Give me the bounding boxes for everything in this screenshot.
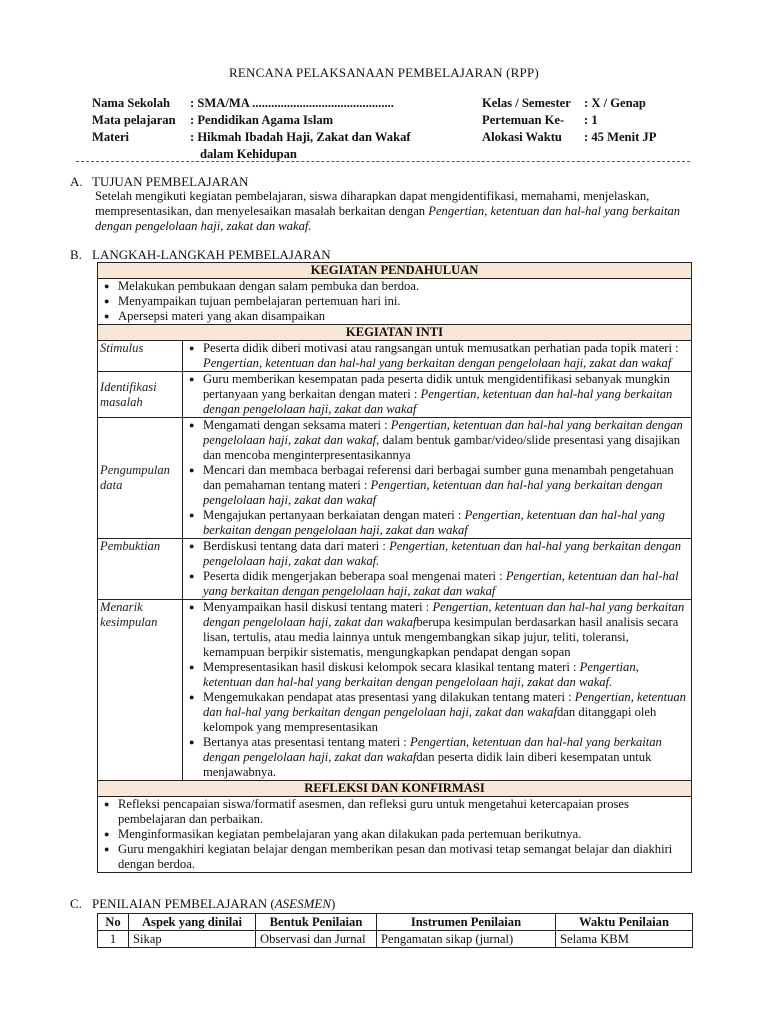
step-content	[183, 539, 692, 600]
step-label: Identifikasi masalah	[98, 372, 183, 418]
column-header: Waktu Penilaian	[556, 914, 693, 931]
identity-value: : 1	[584, 113, 598, 127]
list-item	[185, 600, 689, 660]
item-text: Mengajukan pertanyaan berkaiatan dengan materi :	[203, 508, 465, 522]
identity-right	[482, 96, 656, 147]
section-letter: B.	[70, 247, 82, 262]
column-header: Aspek yang dinilai	[129, 914, 256, 931]
section-c-heading	[70, 896, 335, 911]
identity-label: Pertemuan Ke-	[482, 113, 565, 127]
item-text: Guru memberikan kesempatan pada peserta didik untuk mengidentifikasi sebanyak mungkin pertanyaan yang berkaitan dengan materi :	[203, 372, 670, 401]
item-text: Bertanya atas presentasi tentang materi :	[203, 735, 411, 749]
pendahuluan-list	[100, 279, 689, 324]
list-item	[185, 418, 689, 463]
identity-row-school	[92, 96, 480, 113]
list-item	[185, 690, 689, 735]
section-title: PENILAIAN PEMBELAJARAN (	[92, 896, 275, 911]
item-italic: Pengertian, ketentuan dan hal-hal yang berkaitan dengan pengelolaan haji, zakat dan wakaf.	[203, 660, 639, 689]
table-cell: Sikap	[129, 931, 256, 948]
step-identifikasi	[98, 372, 692, 418]
table-cell: Selama KBM	[556, 931, 693, 948]
list-item: ● Apersepsi materi yang akan disampaikan	[100, 309, 689, 324]
identity-value: : Pendidikan Agama Islam	[190, 113, 334, 127]
paragraph-text: Setelah mengikuti kegiatan pembelajaran, siswa diharapkan dapat mengidentifikasi, memahami, menjelaskan, mempresentasikan, dan menyelesaikan masalah berkaitan dengan	[95, 189, 650, 218]
step-label: Stimulus	[98, 341, 183, 372]
list-item: ● Refleksi pencapaian siswa/formatif asesmen, dan refleksi guru untuk mengetahui ketercapaian proses pembelajaran dan perbaikan.	[100, 797, 689, 827]
identity-row-meeting	[482, 113, 656, 130]
step-content	[183, 341, 692, 372]
list-item	[185, 735, 689, 780]
divider	[76, 161, 690, 162]
step-content	[183, 600, 692, 781]
item-italic: Pengertian, ketentuan dan hal-hal yang berkaitan dengan pengelolaan haji, zakat dan wakaf	[203, 569, 679, 598]
item-text: dan peserta didik lain diberi kesempatan untuk menjawabnya.	[203, 750, 652, 779]
section-title-end: )	[331, 896, 336, 911]
table-row	[98, 931, 693, 948]
section-title-italic: ASESMEN	[274, 896, 332, 911]
item-italic: Pengertian, ketentuan dan hal-hal yang berkaitan dengan pengelolaan haji, zakat dan wakaf	[203, 600, 685, 629]
list-item	[185, 341, 689, 371]
table-cell: Pengamatan sikap (jurnal)	[377, 931, 556, 948]
identity-left	[92, 96, 480, 164]
list-item	[185, 508, 689, 538]
item-text: dan ditanggapi oleh kelompok yang mempresentasikan	[203, 705, 657, 734]
refleksi-list	[100, 797, 689, 872]
step-pengumpulan	[98, 418, 692, 539]
step-label: Menarik kesimpulan	[98, 600, 183, 781]
item-italic: Pengertian, ketentuan dan hal-hal yang berkaitan dengan pengelolaan haji, zakat dan wakaf	[203, 356, 672, 370]
identity-value: dalam Kehidupan	[200, 147, 297, 161]
refleksi-header: REFLEKSI DAN KONFIRMASI	[98, 781, 692, 797]
step-kesimpulan	[98, 600, 692, 781]
identity-row-class	[482, 96, 656, 113]
paragraph-italic: Pengertian, ketentuan dan hal-hal yang berkaitan dengan pengelolaan haji, zakat dan wakaf.	[95, 204, 681, 233]
list-item: ● Menyampaikan tujuan pembelajaran pertemuan hari ini.	[100, 294, 689, 309]
item-text: Mengemukakan pendapat atas presentasi yang dilakukan tentang materi :	[203, 690, 575, 704]
item-italic: Pengertian, ketentuan dan hal-hal yang berkaitan dengan pengelolaan haji, zakat dan wakaf	[203, 478, 663, 507]
item-text: Mencari dan membaca berbagai referensi dari berbagai sumber guna menambah pengetahuan dan pemahaman tentang materi :	[203, 463, 674, 492]
list-item: ● Melakukan pembukaan dengan salam pembuka dan berdoa.	[100, 279, 689, 294]
step-stimulus	[98, 341, 692, 372]
identity-row-time	[482, 130, 656, 147]
identity-label: Materi	[92, 130, 130, 144]
step-pembuktian	[98, 539, 692, 600]
column-header: No	[98, 914, 129, 931]
item-italic: Pengertian, ketentuan dan hal-hal yang berkaitan dengan pengelolaan haji, zakat dan wakaf	[203, 387, 673, 416]
list-item	[185, 372, 689, 417]
item-text: Peserta didik mengerjakan beberapa soal mengenai materi :	[203, 569, 506, 583]
identity-row-materi	[92, 130, 480, 147]
identity-row-subject	[92, 113, 480, 130]
pendahuluan-header: KEGIATAN PENDAHULUAN	[98, 263, 692, 279]
column-header: Bentuk Penilaian	[256, 914, 377, 931]
item-italic: Pengertian, ketentuan dan hal-hal yang berkaitan dengan pengelolaan haji, zakat dan wakaf	[203, 690, 686, 719]
document-title: RENCANA PELAKSANAAN PEMBELAJARAN (RPP)	[229, 65, 539, 80]
list-item	[185, 569, 689, 599]
identity-label: Mata pelajaran	[92, 113, 176, 127]
inti-header: KEGIATAN INTI	[98, 325, 692, 341]
item-text: berupa kesimpulan berdasarkan hasil analisis secara lisan, tertulis, atau media lainnya untuk mengembangkan sikap jujur, teliti, toleransi, kemampuan berpikir sistematis, mengungkapkan pendapat dengan sopan	[203, 615, 679, 659]
column-header: Instrumen Penilaian	[377, 914, 556, 931]
section-title: TUJUAN PEMBELAJARAN	[92, 174, 249, 189]
item-text: Peserta didik diberi motivasi atau rangsangan untuk memusatkan perhatian pada topik materi :	[203, 341, 679, 355]
list-item: ● Guru mengakhiri kegiatan belajar dengan memberikan pesan dan motivasi tetap semangat belajar dan diakhiri dengan berdoa.	[100, 842, 689, 872]
list-item	[185, 463, 689, 508]
step-content	[183, 372, 692, 418]
section-a-paragraph	[95, 189, 695, 234]
item-italic: Pengertian, ketentuan dan hal-hal yang berkaitan dengan pengelolaan haji, zakat dan wakaf,	[203, 418, 683, 447]
table-cell: Observasi dan Jurnal	[256, 931, 377, 948]
item-text: Mempresentasikan hasil diskusi kelompok secara klasikal tentang materi :	[203, 660, 580, 674]
item-italic: Pengertian, ketentuan dan hal-hal yang berkaitan dengan pengelolaan haji, zakat dan wakaf	[203, 508, 665, 537]
section-letter: A.	[70, 174, 83, 189]
step-label: Pembuktian	[98, 539, 183, 600]
section-a-heading	[70, 174, 248, 189]
identity-value: : 45 Menit JP	[584, 130, 657, 144]
item-italic: Pengertian, ketentuan dan hal-hal yang berkaitan dengan pengelolaan haji, zakat dan wakaf.	[203, 539, 682, 568]
pendahuluan-cell	[98, 279, 692, 325]
refleksi-cell	[98, 797, 692, 873]
list-item: ● Menginformasikan kegiatan pembelajaran yang akan dilakukan pada pertemuan berikutnya.	[100, 827, 689, 842]
assessment-header-row	[98, 914, 693, 931]
identity-value: : SMA/MA .............................................	[190, 96, 394, 110]
identity-label: Alokasi Waktu	[482, 130, 562, 144]
step-label: Pengumpulan data	[98, 418, 183, 539]
item-text: Menyampaikan hasil diskusi tentang materi :	[203, 600, 433, 614]
activity-table	[97, 262, 692, 873]
list-item	[185, 539, 689, 569]
item-text: Berdiskusi tentang data dari materi :	[203, 539, 390, 553]
section-letter: C.	[70, 896, 82, 911]
identity-value: : Hikmah Ibadah Haji, Zakat dan Wakaf	[190, 130, 411, 144]
identity-label: Nama Sekolah	[92, 96, 171, 110]
item-italic: Pengertian, ketentuan dan hal-hal yang berkaitan dengan pengelolaan haji, zakat dan wakaf	[203, 735, 662, 764]
section-title: LANGKAH-LANGKAH PEMBELAJARAN	[92, 247, 331, 262]
step-content	[183, 418, 692, 539]
section-b-heading	[70, 247, 331, 262]
table-cell: 1	[98, 931, 129, 948]
list-item	[185, 660, 689, 690]
assessment-table	[97, 913, 693, 948]
identity-value: : X / Genap	[584, 96, 646, 110]
item-text: Mengamati dengan seksama materi :	[203, 418, 391, 432]
identity-label: Kelas / Semester	[482, 96, 571, 110]
item-text: dalam bentuk gambar/video/slide presentasi yang disajikan dan mencoba menginterpresentasikannya	[203, 433, 681, 462]
